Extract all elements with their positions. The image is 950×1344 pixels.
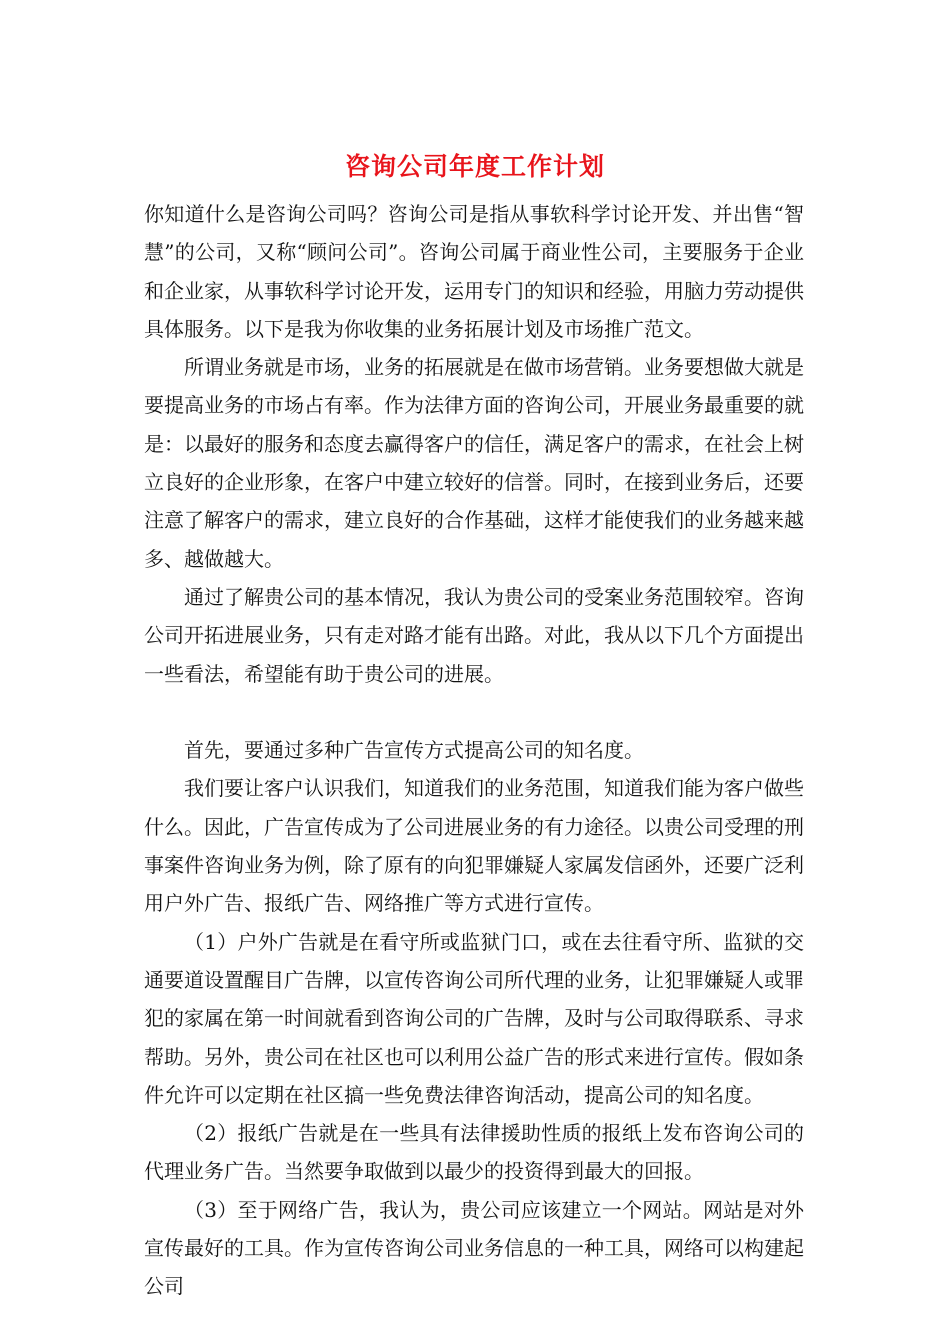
- paragraph-outdoor-ads: （1）户外广告就是在看守所或监狱门口，或在去往看守所、监狱的交通要道设置醒目广告牌，以宣传咨询公司所代理的业务，让犯罪嫌疑人或罪犯的家属在第一时间就看到咨询公司的广告牌，及时与公司取得联系、寻求帮助。另外，贵公司在社区也可以利用公益广告的形式来进行宣传。假如条件允许可以定期在社区搞一些免费法律咨询活动，提高公司的知名度。: [144, 929, 804, 1107]
- paragraph-company-situation: 通过了解贵公司的基本情况，我认为贵公司的受案业务范围较窄。咨询公司开拓进展业务，只有走对路才能有出路。对此，我从以下几个方面提出一些看法，希望能有助于贵公司的进展。: [144, 584, 804, 686]
- paragraph-online-ads: （3）至于网络广告，我认为，贵公司应该建立一个网站。网站是对外宣传最好的工具。作为宣传咨询公司业务信息的一种工具，网络可以构建起公司: [144, 1197, 804, 1299]
- paragraph-advertising: 我们要让客户认识我们，知道我们的业务范围，知道我们能为客户做些什么。因此，广告宣传成为了公司进展业务的有力途径。以贵公司受理的刑事案件咨询业务为例，除了原有的向犯罪嫌疑人家属发信函外，还要广泛利用户外广告、报纸广告、网络推广等方式进行宣传。: [144, 776, 804, 916]
- blank-line: [144, 693, 804, 731]
- document-title: 咨询公司年度工作计划: [344, 152, 605, 181]
- paragraph-business-market: 所谓业务就是市场，业务的拓展就是在做市场营销。业务要想做大就是要提高业务的市场占有率。作为法律方面的咨询公司，开展业务最重要的就是：以最好的服务和态度去赢得客户的信任，满足客户的需求，在社会上树立良好的企业形象，在客户中建立较好的信誉。同时，在接到业务后，还要注意了解客户的需求，建立良好的合作基础，这样才能使我们的业务越来越多、越做越大。: [144, 355, 804, 571]
- paragraph-newspaper-ads: （2）报纸广告就是在一些具有法律援助性质的报纸上发布咨询公司的代理业务广告。当然要争取做到以最少的投资得到最大的回报。: [144, 1121, 804, 1184]
- paragraph-intro: 你知道什么是咨询公司吗？咨询公司是指从事软科学讨论开发、并出售“智慧”的公司，又称“顾问公司”。咨询公司属于商业性公司，主要服务于企业和企业家，从事软科学讨论开发，运用专门的知识和经验，用脑力劳动提供具体服务。以下是我为你收集的业务拓展计划及市场推广范文。: [144, 202, 804, 341]
- document-body: [144, 195, 804, 1306]
- paragraph-first-point: 首先，要通过多种广告宣传方式提高公司的知名度。: [184, 738, 644, 763]
